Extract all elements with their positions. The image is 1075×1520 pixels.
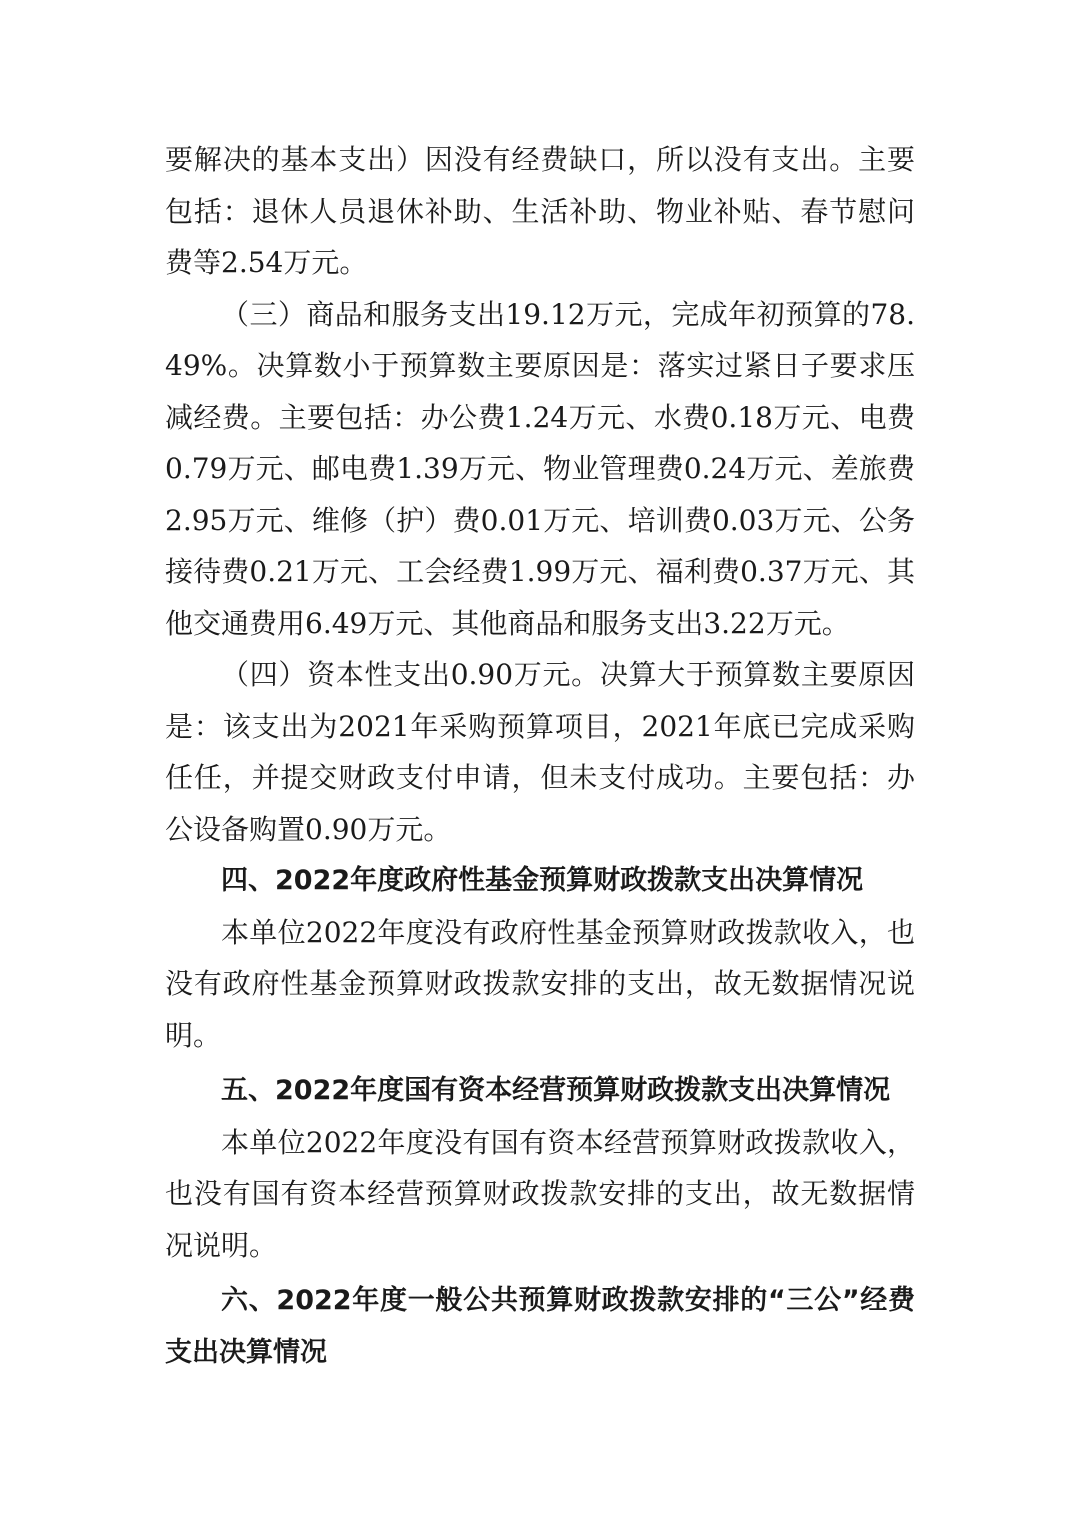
body-paragraph-state-capital: 本单位2022年度没有国有资本经营预算财政拨款收入，也没有国有资本经营预算财政拨款安排的支出，故无数据情况说明。 [165,1125,915,1262]
document-body [165,134,915,1378]
body-paragraph-government-fund: 本单位2022年度没有政府性基金预算财政拨款收入，也没有政府性基金预算财政拨款安排的支出，故无数据情况说明。 [165,915,915,1052]
body-paragraph-goods-and-services: （三）商品和服务支出19.12万元，完成年初预算的78.49%。决算数小于预算数主要原因是：落实过紧日子要求压减经费。主要包括：办公费1.24万元、水费0.18万元、电费0.79万元、邮电费1.39万元、物业管理费0.24万元、差旅费2.95万元、维修（护）费0.01万元、培训费0.03万元、公务接待费0.21万元、工会经费1.99万元、福利费0.37万元、其他交通费用6.49万元、其他商品和服务支出3.22万元。 [165,297,915,640]
section-heading-state-capital: 五、2022年度国有资本经营预算财政拨款支出决算情况 [221,1075,891,1106]
section-heading-three-public-expenses: 六、2022年度一般公共预算财政拨款安排的“三公”经费支出决算情况 [165,1285,915,1368]
body-paragraph-capital-expenditure: （四）资本性支出0.90万元。决算大于预算数主要原因是：该支出为2021年采购预算项目，2021年底已完成采购任任，并提交财政支付申请，但未支付成功。主要包括：办公设备购置0.90万元。 [165,658,915,846]
section-heading-government-fund: 四、2022年度政府性基金预算财政拨款支出决算情况 [221,865,864,896]
body-paragraph-retirement-subsidies: 要解决的基本支出）因没有经费缺口，所以没有支出。主要包括：退休人员退休补助、生活补助、物业补贴、春节慰问费等2.54万元。 [165,143,915,279]
